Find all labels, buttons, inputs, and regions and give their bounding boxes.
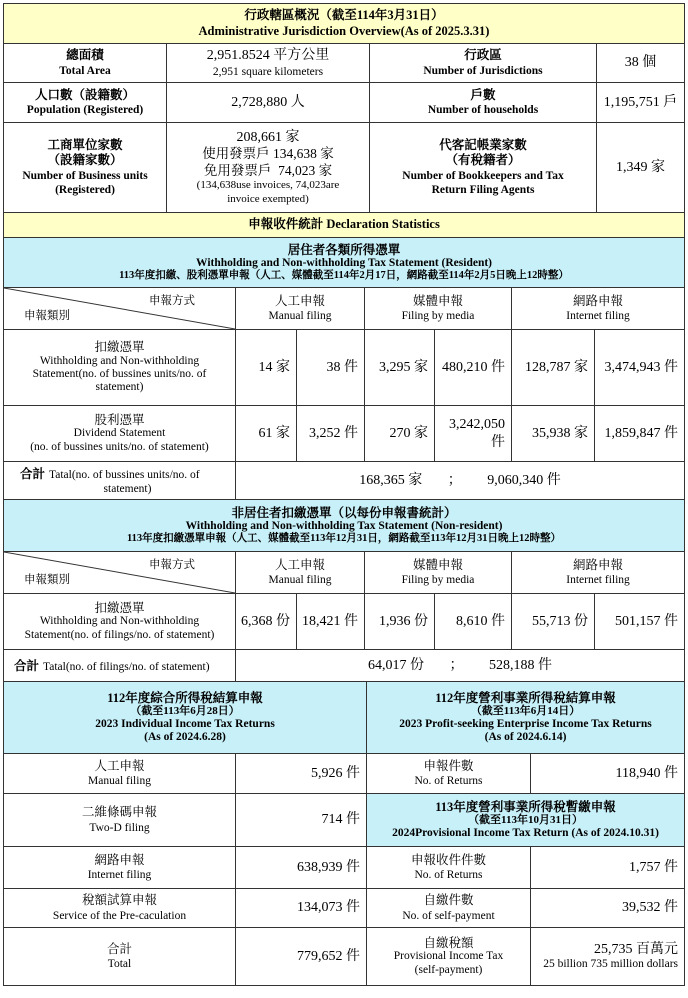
individual-internet-value: 638,939 件	[236, 847, 367, 889]
nonresident-withholding-label: 扣繳憑單 Withholding and Non-withholding Statement(no. of filings/no. of statement)	[4, 594, 236, 650]
individual-precalc-value: 134,073 件	[236, 889, 367, 928]
resident-withholding-media-units: 3,295 家	[365, 330, 435, 406]
bookkeepers-value: 1,349 家	[597, 123, 685, 213]
total-area-value: 2,951.8524 平方公里 2,951 square kilometers	[167, 44, 370, 83]
resident-dividend-manual-stmts: 3,252 件	[297, 406, 365, 462]
individual-title: 112年度綜合所得稅結算申報 （截至113年6月28日） 2023 Individual Income Tax Returns (As of 2024.6.28)	[4, 682, 367, 754]
resident-dividend-internet-units: 35,938 家	[512, 406, 595, 462]
bookkeepers-label: 代客記帳業家數 （有稅籍者） Number of Bookkeepers and Tax Return Filing Agents	[370, 123, 597, 213]
population-label: 人口數（設籍數） Population (Registered)	[4, 83, 167, 123]
resident-withholding-internet-units: 128,787 家	[512, 330, 595, 406]
resident-dividend-label: 股利憑單 Dividend Statement (no. of bussines units/no. of statement)	[4, 406, 236, 462]
resident-diagonal-header: 申報方式 申報類別	[4, 288, 236, 330]
resident-dividend-manual-units: 61 家	[236, 406, 297, 462]
individual-precalc-label: 稅額試算申報 Service of the Pre-caculation	[4, 889, 236, 928]
population-value: 2,728,880 人	[167, 83, 370, 123]
returns-table	[3, 681, 685, 986]
provisional-returns-value: 1,757 件	[531, 847, 685, 889]
individual-manual-label: 人工申報 Manual filing	[4, 754, 236, 794]
individual-total-label: 合計 Total	[4, 928, 236, 986]
overview-table	[3, 3, 685, 213]
nonresident-title: 非居住者扣繳憑單（以每份申報書統計） Withholding and Non-withholding Tax Statement (Non-resident) 113年度扣繳憑單申報（人工、媒體截至113年12月31日，網路截至113年12月31日晚上12時整）	[4, 500, 685, 552]
resident-total-value: 168,365 家 ； 9,060,340 件	[236, 462, 685, 500]
resident-withholding-manual-units: 14 家	[236, 330, 297, 406]
individual-total-value: 779,652 件	[236, 928, 367, 986]
business-units-label: 工商單位家數 （設籍家數） Number of Business units (Registered)	[4, 123, 167, 213]
nonresident-internet-filings: 55,713 份	[512, 594, 595, 650]
nonresident-diagonal-header: 申報方式 申報類別	[4, 552, 236, 594]
nonresident-internet-header: 網路申報 Internet filing	[512, 552, 685, 594]
resident-dividend-media-stmts: 3,242,050 件	[435, 406, 512, 462]
jurisdictions-value: 38 個	[597, 44, 685, 83]
resident-total-label: 合計 Tatal(no. of bussines units/no. of statement)	[4, 462, 236, 500]
declaration-table	[3, 212, 685, 682]
resident-manual-header: 人工申報 Manual filing	[236, 288, 365, 330]
provisional-self-payment-value: 39,532 件	[531, 889, 685, 928]
nonresident-manual-stmts: 18,421 件	[297, 594, 365, 650]
provisional-tax-label: 自繳稅額 Provisional Income Tax (self-payment)	[367, 928, 531, 986]
tax-statistics-page	[3, 3, 684, 986]
resident-dividend-internet-stmts: 1,859,847 件	[595, 406, 685, 462]
enterprise-title: 112年度營利事業所得稅結算申報 （截至113年6月14日） 2023 Profit-seeking Enterprise Income Tax Returns (As of 2024.6.14)	[367, 682, 685, 754]
resident-dividend-media-units: 270 家	[365, 406, 435, 462]
individual-internet-label: 網路申報 Internet filing	[4, 847, 236, 889]
individual-twod-value: 714 件	[236, 794, 367, 847]
households-label: 戶數 Number of households	[370, 83, 597, 123]
nonresident-manual-filings: 6,368 份	[236, 594, 297, 650]
business-units-value: 208,661 家 使用發票戶 134,638 家 免用發票戶 74,023 家 (134,638use invoices, 74,023are invoice exempted)	[167, 123, 370, 213]
total-area-label: 總面積 Total Area	[4, 44, 167, 83]
nonresident-total-label: 合計 Tatal(no. of filings/no. of statement)	[4, 650, 236, 682]
resident-media-header: 媒體申報 Filing by media	[365, 288, 512, 330]
nonresident-media-filings: 1,936 份	[365, 594, 435, 650]
resident-title: 居住者各類所得憑單 Withholding and Non-withholding Tax Statement (Resident) 113年度扣繳、股利憑單申報（人工、媒體截至114年2月17日，網路截至114年2月5日晚上12時整）	[4, 238, 685, 288]
enterprise-returns-label: 申報件數 No. of Returns	[367, 754, 531, 794]
individual-manual-value: 5,926 件	[236, 754, 367, 794]
individual-twod-label: 二維條碼申報 Two-D filing	[4, 794, 236, 847]
provisional-tax-value: 25,735 百萬元 25 billion 735 million dollars	[531, 928, 685, 986]
provisional-returns-label: 申報收件件數 No. of Returns	[367, 847, 531, 889]
provisional-self-payment-label: 自繳件數 No. of self-payment	[367, 889, 531, 928]
overview-title: 行政轄區概況（截至114年3月31日） Administrative Jurisdiction Overview(As of 2025.3.31)	[4, 4, 685, 44]
resident-internet-header: 網路申報 Internet filing	[512, 288, 685, 330]
nonresident-manual-header: 人工申報 Manual filing	[236, 552, 365, 594]
households-value: 1,195,751 戶	[597, 83, 685, 123]
resident-withholding-label: 扣繳憑單 Withholding and Non-withholding Statement(no. of bussines units/no. of statement)	[4, 330, 236, 406]
nonresident-internet-stmts: 501,157 件	[595, 594, 685, 650]
resident-withholding-internet-stmts: 3,474,943 件	[595, 330, 685, 406]
nonresident-media-header: 媒體申報 Filing by media	[365, 552, 512, 594]
nonresident-total-value: 64,017 份 ； 528,188 件	[236, 650, 685, 682]
declaration-title: 申報收件統計 Declaration Statistics	[4, 213, 685, 238]
jurisdictions-label: 行政區 Number of Jurisdictions	[370, 44, 597, 83]
enterprise-returns-value: 118,940 件	[531, 754, 685, 794]
resident-withholding-manual-stmts: 38 件	[297, 330, 365, 406]
nonresident-media-stmts: 8,610 件	[435, 594, 512, 650]
resident-withholding-media-stmts: 480,210 件	[435, 330, 512, 406]
provisional-title: 113年度營利事業所得稅暫繳申報 （截至113年10月31日） 2024Provisional Income Tax Return (As of 2024.10.31)	[367, 794, 685, 847]
